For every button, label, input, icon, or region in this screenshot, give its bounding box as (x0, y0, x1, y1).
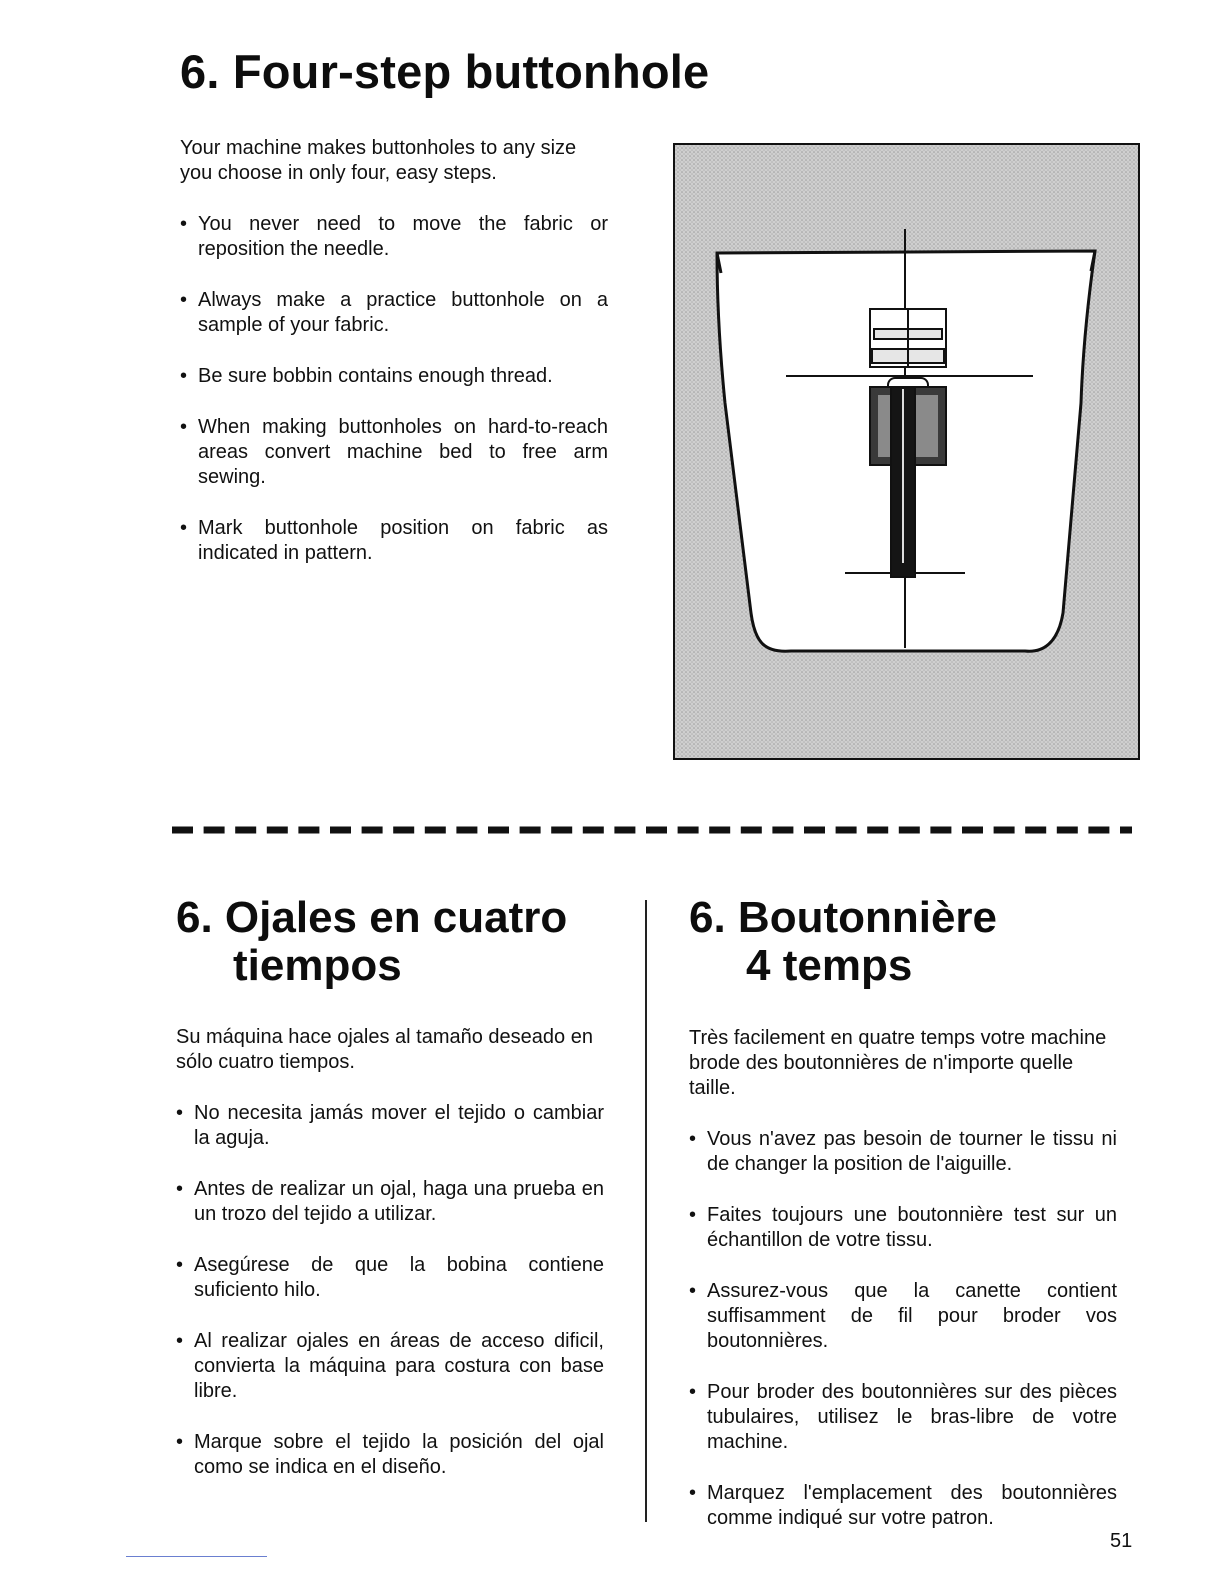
spanish-title (176, 894, 567, 990)
spanish-bullet-list (176, 1101, 604, 1480)
spanish-intro: Su máquina hace ojales al tamaño deseado en sólo cuatro tiempos. (176, 1026, 593, 1073)
footer-rule (126, 1556, 267, 1557)
list-item: • Pour broder des boutonnières sur des pièces tubulaires, utilisez le bras-libre de votre machine. (689, 1380, 1117, 1455)
spanish-title-line2: tiempos (233, 941, 402, 990)
english-intro: Your machine makes buttonholes to any size you choose in only four, easy steps. (180, 137, 577, 184)
list-item: • Antes de realizar un ojal, haga una prueba en un trozo del tejido a utilizar. (176, 1177, 604, 1227)
english-bullet-list (180, 212, 608, 566)
list-item: • No necesita jamás mover el tejido o cambiar la aguja. (176, 1101, 604, 1151)
list-item: • Marquez l'emplacement des boutonnières comme indiqué sur votre patron. (689, 1481, 1117, 1531)
french-title (689, 894, 997, 990)
french-title-line2: 4 temps (746, 941, 913, 990)
list-item: • When making buttonholes on hard-to-reach areas convert machine bed to free arm sewing. (180, 415, 608, 490)
column-divider (645, 900, 647, 1522)
section-separator (172, 826, 1132, 834)
list-item: • Be sure bobbin contains enough thread. (180, 364, 608, 389)
list-item: • Mark buttonhole position on fabric as indicated in pattern. (180, 516, 608, 566)
list-item: • Al realizar ojales en áreas de acceso dificil, convierta la máquina para costura con base libre. (176, 1329, 604, 1404)
list-item: • Assurez-vous que la canette contient suffisamment de fil pour broder vos boutonnières. (689, 1279, 1117, 1354)
page-number: 51 (1110, 1530, 1133, 1552)
list-item: • Always make a practice buttonhole on a sample of your fabric. (180, 288, 608, 338)
list-item: • Asegúrese de que la bobina contiene suficiento hilo. (176, 1253, 604, 1303)
list-item: • You never need to move the fabric or reposition the needle. (180, 212, 608, 262)
list-item: • Faites toujours une boutonnière test sur un échantillon de votre tissu. (689, 1203, 1117, 1253)
french-title-line1: 6. Boutonnière (689, 893, 998, 942)
list-item: • Marque sobre el tejido la posición del ojal como se indica en el diseño. (176, 1430, 604, 1480)
french-bullet-list (689, 1127, 1117, 1531)
list-item: • Vous n'avez pas besoin de tourner le tissu ni de changer la position de l'aiguille. (689, 1127, 1117, 1177)
english-column (180, 136, 608, 592)
french-column (689, 1026, 1117, 1557)
page-title: 6. Four-step buttonhole (180, 45, 710, 98)
buttonhole-illustration (673, 143, 1140, 760)
spanish-column (176, 1025, 604, 1506)
spanish-title-line1: 6. Ojales en cuatro (176, 893, 568, 942)
french-intro: Très facilement en quatre temps votre machine brode des boutonnières de n'importe quelle taille. (689, 1027, 1107, 1099)
